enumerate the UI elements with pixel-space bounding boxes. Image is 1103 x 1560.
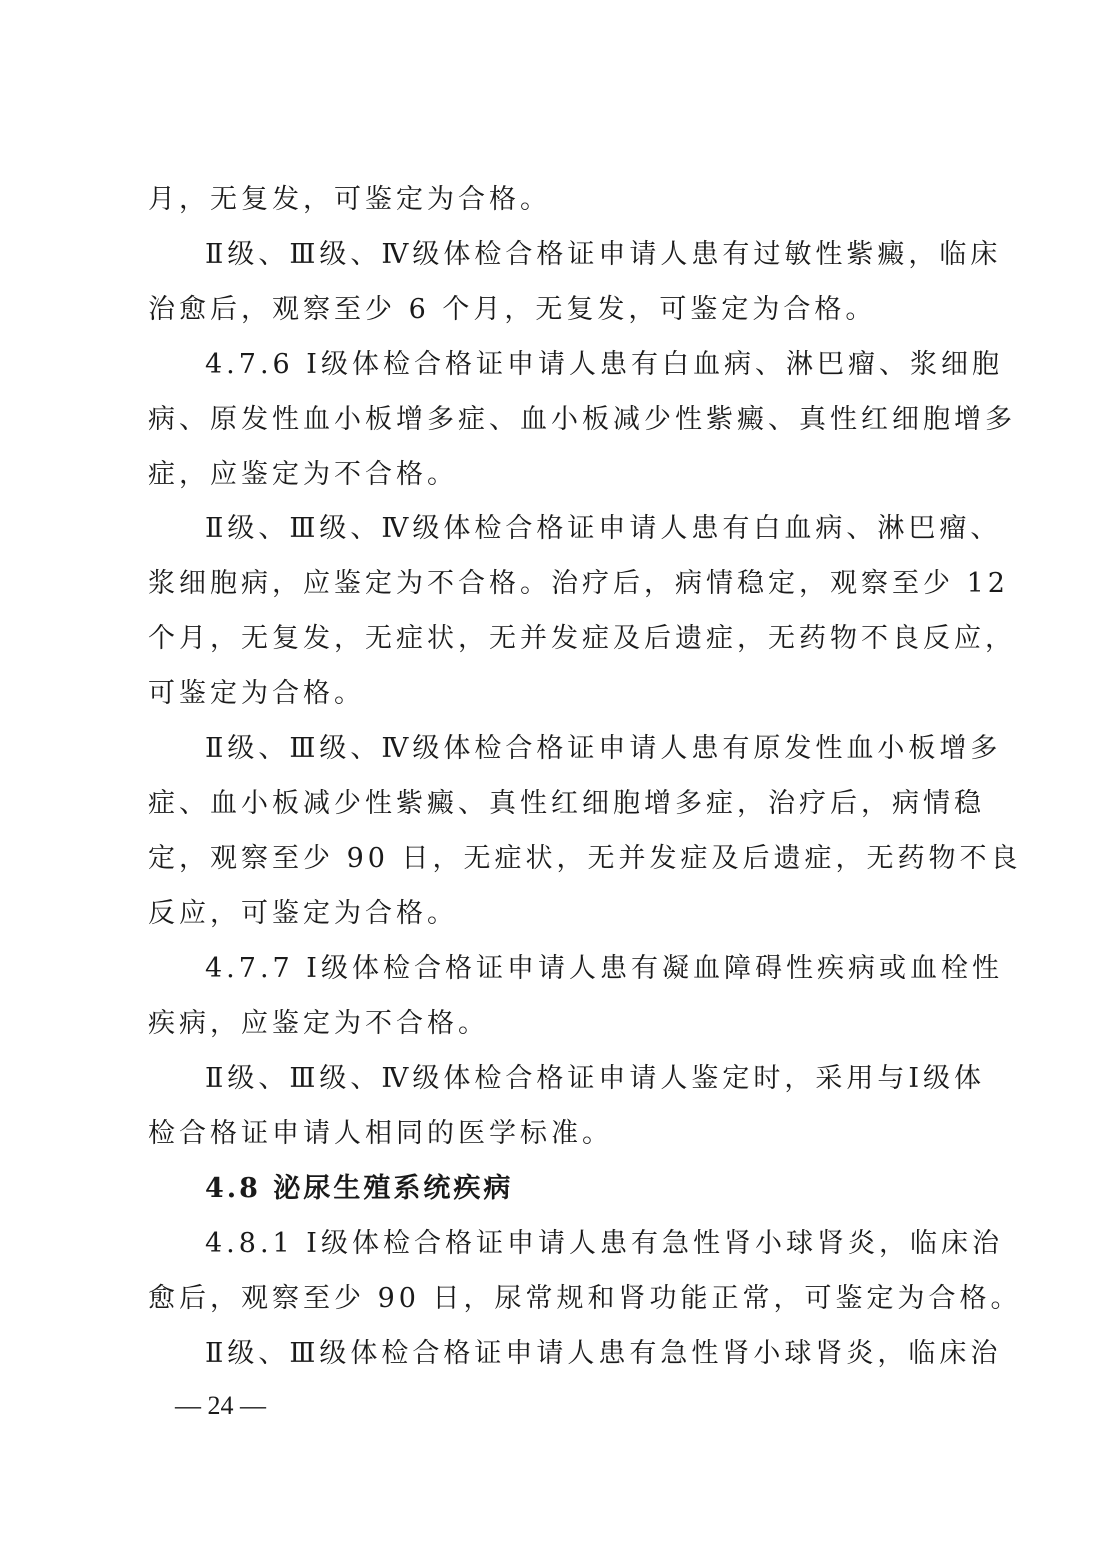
text-line: 病、原发性血小板增多症、血小板减少性紫癜、真性红细胞增多 (148, 404, 1016, 435)
text-line: Ⅱ级、Ⅲ级、Ⅳ级体检合格证申请人患有原发性血小板增多 (205, 733, 1002, 764)
text-line: 个月，无复发，无症状，无并发症及后遗症，无药物不良反应， (148, 623, 1016, 654)
text-line: 4.7.6 Ⅰ级体检合格证申请人患有白血病、淋巴瘤、浆细胞 (205, 349, 1003, 380)
text-line: 反应，可鉴定为合格。 (148, 898, 458, 929)
text-line: 月，无复发，可鉴定为合格。 (148, 184, 551, 215)
text-line: Ⅱ级、Ⅲ级、Ⅳ级体检合格证申请人患有过敏性紫癜，临床 (205, 239, 1002, 270)
text-line: 症，应鉴定为不合格。 (148, 459, 458, 490)
page-number: — 24 — (175, 1391, 266, 1420)
text-line: 疾病，应鉴定为不合格。 (148, 1008, 489, 1039)
text-line: 4.7.7 Ⅰ级体检合格证申请人患有凝血障碍性疾病或血栓性 (205, 953, 1003, 984)
text-line: Ⅱ级、Ⅲ级、Ⅳ级体检合格证申请人患有白血病、淋巴瘤、 (205, 513, 1002, 544)
text-line: 浆细胞病，应鉴定为不合格。治疗后，病情稳定，观察至少 12 (148, 568, 1009, 599)
text-line: 定，观察至少 90 日，无症状，无并发症及后遗症，无药物不良 (148, 843, 1022, 874)
text-line: 治愈后，观察至少 6 个月，无复发，可鉴定为合格。 (148, 294, 877, 325)
section-heading: 4.8 泌尿生殖系统疾病 (205, 1173, 514, 1204)
text-line: 愈后，观察至少 90 日，尿常规和肾功能正常，可鉴定为合格。 (148, 1283, 1022, 1314)
text-line: Ⅱ级、Ⅲ级体检合格证申请人患有急性肾小球肾炎，临床治 (205, 1338, 1002, 1369)
text-line: 可鉴定为合格。 (148, 678, 365, 709)
text-line: Ⅱ级、Ⅲ级、Ⅳ级体检合格证申请人鉴定时，采用与Ⅰ级体 (205, 1063, 986, 1094)
text-line: 症、血小板减少性紫癜、真性红细胞增多症，治疗后，病情稳 (148, 788, 985, 819)
text-line: 4.8.1 Ⅰ级体检合格证申请人患有急性肾小球肾炎，临床治 (205, 1228, 1003, 1259)
text-line: 检合格证申请人相同的医学标准。 (148, 1118, 613, 1149)
